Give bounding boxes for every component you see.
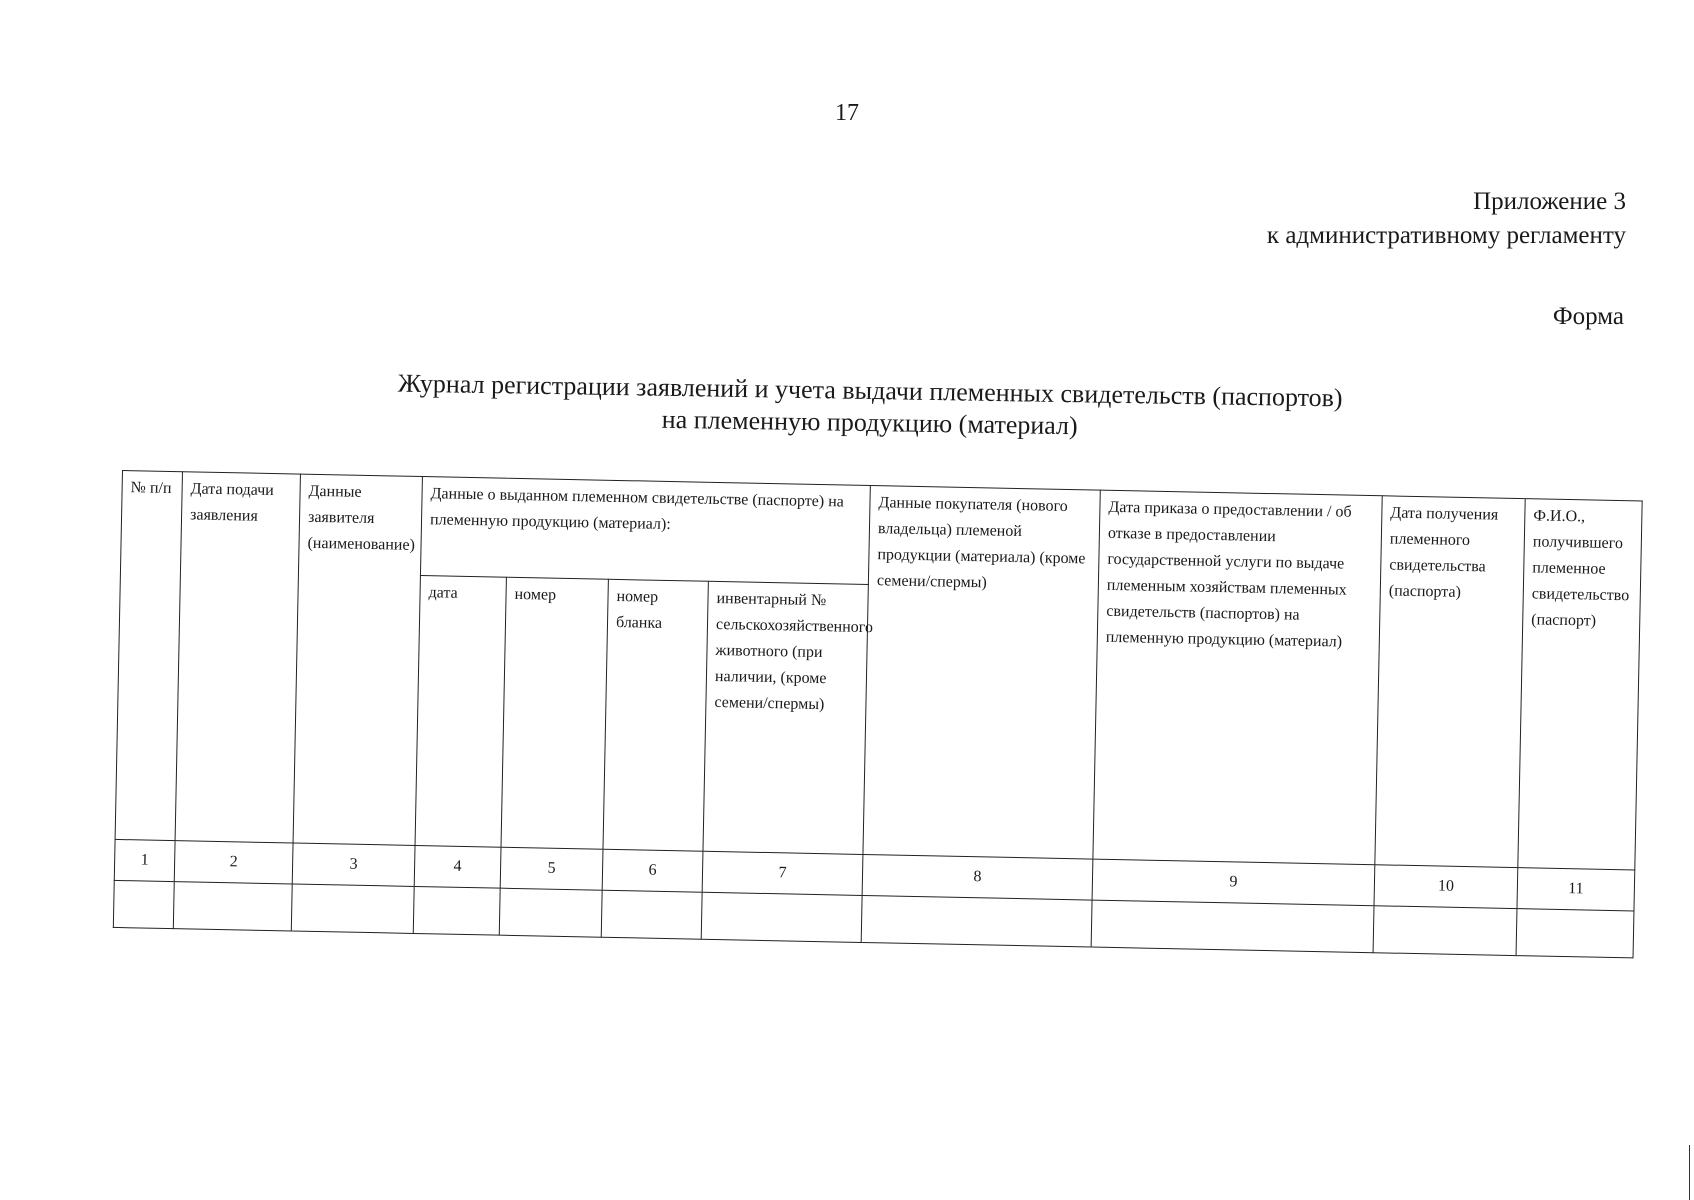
column-number: 11 xyxy=(1517,868,1635,911)
header-row-1 xyxy=(121,471,1643,600)
header-application-date: Дата подачи заявления xyxy=(175,472,300,843)
column-number: 9 xyxy=(1092,859,1375,906)
journal-title-line-2: на племенную продукцию (материал) xyxy=(661,404,1078,441)
header-row-number: № п/п xyxy=(115,471,182,841)
column-number: 3 xyxy=(292,843,415,886)
journal-table xyxy=(113,470,1643,958)
empty-cell[interactable] xyxy=(1091,900,1374,953)
header-cert-date: дата xyxy=(415,576,506,848)
column-number: 7 xyxy=(702,851,863,895)
journal-title xyxy=(340,367,1401,448)
column-number: 1 xyxy=(114,839,175,881)
header-certificate-group: Данные о выданном племенном свидетельстве (паспорте) на племенную продукцию (материал): xyxy=(420,477,870,585)
column-number: 6 xyxy=(602,849,703,892)
empty-cell[interactable] xyxy=(601,890,702,939)
header-form-number: номер бланка xyxy=(603,579,708,851)
form-label: Форма xyxy=(1552,303,1624,330)
appendix-note xyxy=(1267,185,1626,253)
header-applicant-data: Данные заявителя (наименование) xyxy=(293,474,422,845)
empty-cell[interactable] xyxy=(1373,906,1517,956)
header-receipt-date: Дата получения племенного свидетельства (паспорта) xyxy=(1375,496,1525,868)
column-number: 4 xyxy=(414,845,501,888)
empty-cell[interactable] xyxy=(113,880,174,928)
header-buyer-data: Данные покупателя (нового владельца) племеной продукции (материала) (кроме семени/спермы) xyxy=(863,486,1100,860)
empty-cell[interactable] xyxy=(861,895,1092,947)
column-number: 5 xyxy=(500,847,603,890)
scan-edge-mark xyxy=(1689,1145,1690,1200)
empty-cell[interactable] xyxy=(413,886,500,935)
column-number: 2 xyxy=(174,841,293,884)
page-number: 17 xyxy=(835,100,859,126)
empty-cell[interactable] xyxy=(701,892,862,942)
header-inventory-number: инвентарный № сельскохозяйственного животного (при наличии, (кроме семени/спермы) xyxy=(703,581,868,854)
column-number: 10 xyxy=(1374,865,1518,909)
header-cert-number: номер xyxy=(501,577,608,849)
empty-cell[interactable] xyxy=(173,882,292,931)
appendix-line-1: Приложение 3 xyxy=(1473,188,1626,215)
appendix-line-2: к административному регламенту xyxy=(1266,222,1626,249)
column-number: 8 xyxy=(862,854,1093,900)
empty-cell[interactable] xyxy=(291,884,414,933)
empty-cell[interactable] xyxy=(499,888,602,937)
journal-title-line-1: Журнал регистрации заявлений и учета выдачи племенных свидетельств (паспортов) xyxy=(397,368,1343,413)
journal-table-wrapper xyxy=(113,470,1642,958)
empty-cell[interactable] xyxy=(1516,909,1634,958)
header-order-date: Дата приказа о предоставлении / об отказе в предоставлении государственной услуги по выдаче племенным хозяйствам племенных свидетельств (паспортов) на племенную продукцию (материал) xyxy=(1093,490,1382,865)
header-recipient-name: Ф.И.О., получившего племенное свидетельство (паспорт) xyxy=(1518,499,1642,870)
